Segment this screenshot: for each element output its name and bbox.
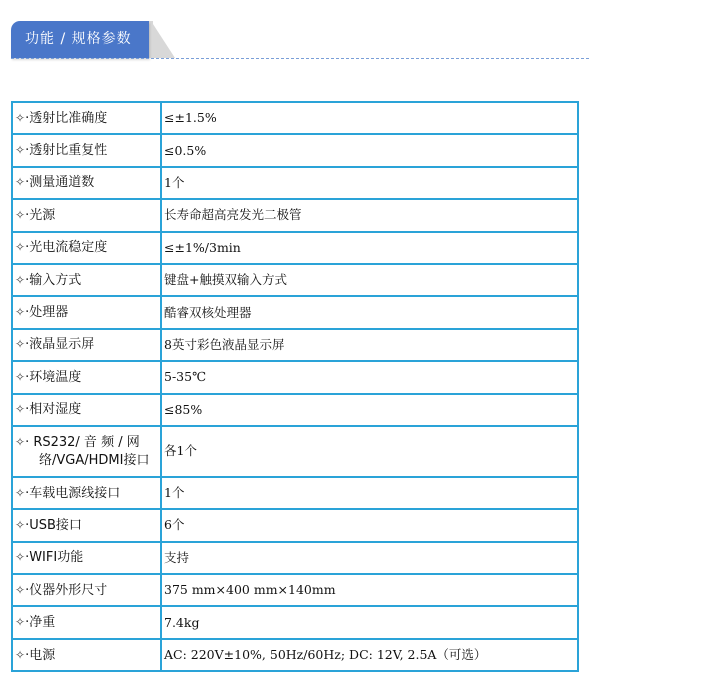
spec-key: ·净重 [25,615,56,631]
sparkle-bullet-icon: ✧ [15,272,26,287]
sparkle-bullet-icon: ✧ [15,110,26,125]
spec-key-cell [12,477,161,509]
spec-key-cell [12,167,161,199]
spec-row [12,477,578,509]
sparkle-bullet-icon: ✧ [15,517,26,532]
spec-key-cell [12,134,161,166]
sparkle-bullet-icon: ✧ [15,434,26,449]
section-header [11,21,589,61]
spec-row [12,329,578,361]
spec-key-wrapped [15,433,158,470]
sparkle-bullet-icon: ✧ [15,647,26,662]
spec-key-cell [12,199,161,231]
spec-key: ·透射比准确度 [25,110,108,126]
spec-row [12,509,578,541]
spec-value: ≤0.5% [161,134,578,166]
spec-row [12,264,578,296]
tab-shadow-slant [151,21,175,58]
spec-value: 支持 [161,542,578,574]
spec-key-cell [12,574,161,606]
sparkle-bullet-icon: ✧ [15,615,26,630]
dashed-divider [11,58,589,59]
spec-key-cell [12,509,161,541]
spec-value: 酷睿双核处理器 [161,296,578,328]
sparkle-bullet-icon: ✧ [15,402,26,417]
sparkle-bullet-icon: ✧ [15,550,26,565]
spec-key-cell [12,232,161,264]
spec-key-cell [12,296,161,328]
spec-row [12,296,578,328]
spec-row [12,361,578,393]
sparkle-bullet-icon: ✧ [15,305,26,320]
spec-table [11,101,579,672]
spec-value: 键盘+触摸双输入方式 [161,264,578,296]
spec-value: ≤±1.5% [161,102,578,134]
spec-key: ·相对湿度 [25,402,82,418]
spec-key: ·透射比重复性 [25,143,108,159]
spec-row [12,394,578,426]
spec-key-cell [12,361,161,393]
spec-value: 6个 [161,509,578,541]
sparkle-bullet-icon: ✧ [15,337,26,352]
spec-key: ·光电流稳定度 [25,240,108,256]
spec-key: ·电源 [25,647,56,663]
sparkle-bullet-icon: ✧ [15,369,26,384]
spec-key-cell [12,102,161,134]
spec-value: 7.4kg [161,606,578,638]
spec-value: AC: 220V±10%, 50Hz/60Hz; DC: 12V, 2.5A（可选） [161,639,578,671]
spec-value: 1个 [161,477,578,509]
sparkle-bullet-icon: ✧ [15,240,26,255]
spec-key: ·光源 [25,207,56,223]
spec-key-cell [12,329,161,361]
sparkle-bullet-icon: ✧ [15,175,26,190]
spec-key-cell [12,426,161,477]
spec-key-cell [12,264,161,296]
section-tab-title: 功能 / 规格参数 [11,21,149,58]
spec-key-cell [12,394,161,426]
spec-key: ·WIFI功能 [25,550,84,566]
spec-value: ≤85% [161,394,578,426]
spec-key: ·测量通道数 [25,175,95,191]
spec-key-cell [12,639,161,671]
spec-value: 8英寸彩色液晶显示屏 [161,329,578,361]
spec-value: 1个 [161,167,578,199]
spec-row [12,134,578,166]
spec-value: 各1个 [161,426,578,477]
spec-key: ·环境温度 [25,369,82,385]
sparkle-bullet-icon: ✧ [15,143,26,158]
spec-key: ·仪器外形尺寸 [25,582,108,598]
spec-row [12,606,578,638]
spec-key: ·液晶显示屏 [25,337,95,353]
spec-key-cell [12,542,161,574]
spec-row [12,167,578,199]
spec-row [12,232,578,264]
spec-row [12,199,578,231]
spec-row [12,542,578,574]
spec-value: 5-35℃ [161,361,578,393]
spec-key: ·车载电源线接口 [25,485,121,501]
spec-row [12,574,578,606]
sparkle-bullet-icon: ✧ [15,485,26,500]
sparkle-bullet-icon: ✧ [15,207,26,222]
spec-value: 375 mm×400 mm×140mm [161,574,578,606]
spec-key: ·USB接口 [25,517,82,533]
spec-key-line1: · RS232/ 音 频 / 网 [25,434,140,450]
sparkle-bullet-icon: ✧ [15,582,26,597]
spec-value: ≤±1%/3min [161,232,578,264]
spec-key-cell [12,606,161,638]
spec-row [12,639,578,671]
spec-key-line2: 络/VGA/HDMI接口 [39,452,150,468]
spec-key: ·输入方式 [25,272,82,288]
spec-value: 长寿命超高亮发光二极管 [161,199,578,231]
spec-row [12,102,578,134]
spec-key: ·处理器 [25,305,69,321]
spec-row [12,426,578,477]
